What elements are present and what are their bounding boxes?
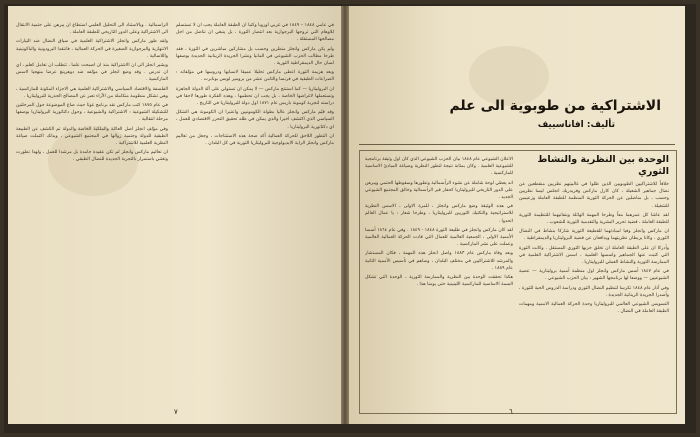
paragraph: ولقد طور ماركس وانجلز الاشتراكية العلمية في سياق النضال ضد التيارات الانتهازية والبرجوازية الصغيرة في الحركة العمالية ، فانتقدا البرودونية والباكونينية واللاسالية . bbox=[16, 39, 168, 59]
page-number: ٦ bbox=[509, 408, 513, 416]
title-box bbox=[359, 20, 675, 145]
paragraph: وفي مؤلف انجلز اصل العائلة والملكية الخاصة والدولة تم الكشف عن الطبيعة الطبقية للدولة وحتمية زوالها في المجتمع الشيوعي ، وبذلك اكتملت صياغة النظرية العلمية للاشتراكية . bbox=[16, 126, 168, 147]
paragraph: ان التطور اللاحق للحركة العمالية أكد صحة هذه الاستنتاجات ، وجعل من تعاليم ماركس وانجلز الراية الايديولوجية للبروليتاريا الثورية في كل البلدان . bbox=[176, 133, 334, 147]
paragraph: الاعلان الشيوعي عام ١٨٤٨ بيان الحزب الشيوعي الذي كان اول وثيقة برنامجية للشيوعية العلمية . وكان بمثابة نتيجة لتطور النظرية وصياغة المبادئ الاساسية للماركسية . bbox=[365, 157, 513, 177]
page-number: ٧ bbox=[174, 408, 178, 416]
paragraph: ان ماركس وانجلز وفيا لمبادئهما للقطيعة الثورية شاركا بنشاط في النضال الثوري ، وكانا يربطان نظريتهما ويدافعان عن قضية البروليتاريا والديمقراطية . bbox=[519, 229, 669, 242]
right-page-column-right bbox=[519, 154, 669, 402]
paragraph: وبعد هزيمة الثورة اعطى ماركس تحليلا عميقا لاسبابها ودروسها في مؤلفاته : الصراعات الطبقية في فرنسا والثامن عشر من برومير لويس بونابرت . bbox=[176, 70, 334, 83]
paragraph: خلافاً للاشتراكيين الطوبويين الذين ظلوا في غالبيتهم نظريين منقطعين عن نضال جماهير الشغيلة ، كان كارل ماركس وفريدريك انجلس ليسا نظريين وحسب ، بل مناضلين عن الحركة الثورية المنظمة للطبقة العاملة وزعيمين للشغيلة . bbox=[519, 182, 669, 209]
paragraph: وأدركا ان على الطبقة العاملة ان تخلق حزبها الثوري المستقل . وكانت الثورة التي كتبت عنها الجماهير واسسها العلمية ، اسس الاشتراكية العلمية في الممارسة الثورية والنشاط العملي للبروليتاريا . bbox=[519, 245, 669, 266]
paragraph: التسويس الشيوعي العالمي للبروليتاريا وحدة الحركة العمالية الاممية ومهمات الطبقة العاملة في النضال . bbox=[519, 302, 669, 315]
paragraph: في عام ١٨٧٥ كتب ماركس نقد برنامج غوتا حيث صاغ الموضوعة حول المرحلتين للتشكيلة الشيوعية : الاشتراكية والشيوعية ، وحول دكتاتورية البروليتاريا بوصفها مرحلة انتقالية . bbox=[16, 103, 168, 123]
paragraph: ولم يكن ماركس وانجلز منظرين وحسب بل مشاركين مباشرين في الثورة ، فقد طرحا مطالب الحزب الشيوعي في المانيا ونشرا الجريدة الرينانية الجديدة بوصفها لسان حال الديمقراطية الثورية . bbox=[176, 46, 334, 67]
paragraph: ان تعاليم ماركس وانجلز لم تكن عقيدة جامدة بل مرشدا للعمل ، ولهذا تطورت وتغتني باستمرار بالتجربة الجديدة للنضال الطبقي . bbox=[16, 150, 168, 163]
left-page bbox=[8, 6, 341, 424]
paragraph: في عام ١٨٤٧ أسس ماركس وانجلز اول منظمة أممية بروليتارية — عصبة الشيوعيين — ووضعا لها برنامجها الشهير : بيان الحزب الشيوعي . bbox=[519, 269, 669, 282]
left-page-column-left bbox=[16, 22, 168, 400]
paragraph: وفي آذار عام ١٨٤٨ تكرسا لتنظيم النضال الثوري ودراسة الدروس الحية للثورة ، وأصدرا الجريدة الرينانية الجديدة . bbox=[519, 285, 669, 298]
paragraph: وقد قيّم ماركس وانجلز عاليا بطولة الكومونيين واعتبرا ان الكومونة هي الشكل السياسي الذي اكتشف اخيرا والذي يمكن في ظله تحقيق التحرر الاقتصادي للعمل ، اي دكتاتورية البروليتاريا . bbox=[176, 110, 334, 130]
paragraph: لقد كان ماركس وانجلز في طليعة الثورة ١٨٤٨ - ١٨٤٩ . وفي عام ١٨٦٤ أسسا الأممية الاولى ، الجمعية العالمية للعمال التي قادت الحركة العمالية العالمية وعملت على نشر الماركسية . bbox=[365, 227, 513, 248]
article-title: الاشتراكية من طوبوية الى علم bbox=[449, 98, 661, 114]
section-heading: الوحدة بين النظرية والنشاط الثوري bbox=[537, 154, 669, 177]
paragraph: هكذا تحققت الوحدة بين النظرية والممارسة الثورية ، الوحدة التي تشكل السمة الاساسية للماركسية اللينينية حتى يومنا هذا . bbox=[365, 275, 513, 288]
paragraph: لقد عاشا كل عمرهما معاً وطرحا المهمة الهائلة وبتفانيهما للتنظيمة الثورية للطبقة العاملة ، قضية تحرير البشرية والتقدمية الثورية للشعوب . bbox=[519, 212, 669, 226]
paragraph: الرأسمالية . وبالاستناد الى التحليل العلمي استطاع ان يبرهن على حتمية الانتقال الى الاشتراكية وعلى الدور التاريخي للطبقة العاملة . bbox=[16, 23, 168, 36]
right-page bbox=[349, 6, 685, 424]
paragraph: في عامي ١٨٤٨ – ١٨٤٩ في غربي اوروبا وكتبا ان الطبقة العاملة يجب ان لا تستسلم للاوهام التي تروجها البرجوازية بعد انتصار الثورة ، بل ينبغي ان تناضل من اجل مصالحها المستقلة . bbox=[176, 23, 334, 43]
right-page-column-left bbox=[365, 156, 513, 402]
paragraph: وبعد وفاة ماركس عام ١٨٨٣ واصل انجلز هذه المهمة ، فكان المستشار والمرشد للاشتراكيين في مختلف البلدان ، وساهم في تأسيس الأممية الثانية عام ١٨٨٩ . bbox=[365, 251, 513, 271]
left-page-column-right bbox=[176, 22, 334, 400]
paragraph: في هذه الوثيقة وضع ماركس وانجلز ، للمرة الاولى ، الاسس النظرية للاستراتيجية والتكتيك الثوريين للبروليتاريا ، وطرحا شعار : يا عمال العالم اتحدوا . bbox=[365, 204, 513, 224]
paragraph: ان البروليتاريا — كما استنتج ماركس — لا يمكن ان تستولي على آلة الدولة الجاهزة وتستعملها لاغراضها الخاصة ، بل يجب ان تحطمها . وهذه الفكرة طورها لاحقا في دراسته لتجربة كومونة باريس عام ١٨٧١ اول دولة للبروليتاريا في التاريخ . bbox=[176, 86, 334, 107]
paragraph: الفلسفة والاقتصاد السياسي والاشتراكية العلمية هي الاجزاء المكونة للماركسية ، وهي تشكل منظومة متكاملة من الآراء تعبر عن المصالح الجذرية للبروليتاريا . bbox=[16, 86, 168, 99]
paragraph: ويشير انجلز الى ان الاشتراكية منذ ان اصبحت علما ، تتطلب ان تعامل كعلم ، اي ان تدرس . وقد وضع انجلز في مؤلفه ضد دوهرينغ عرضا منهجيا لاسس الماركسية . bbox=[16, 63, 168, 83]
paragraph: انه يعطي لوحة شاملة عن نشوء الرأسمالية وتطورها وسقوطها الحتمي ويبرهن على الدور التاريخي للبروليتاريا كحفار قبر الرأسمالية وخالق المجتمع الشيوعي الجديد . bbox=[365, 180, 513, 201]
article-author: تأليف: افاناسييف bbox=[537, 120, 615, 130]
